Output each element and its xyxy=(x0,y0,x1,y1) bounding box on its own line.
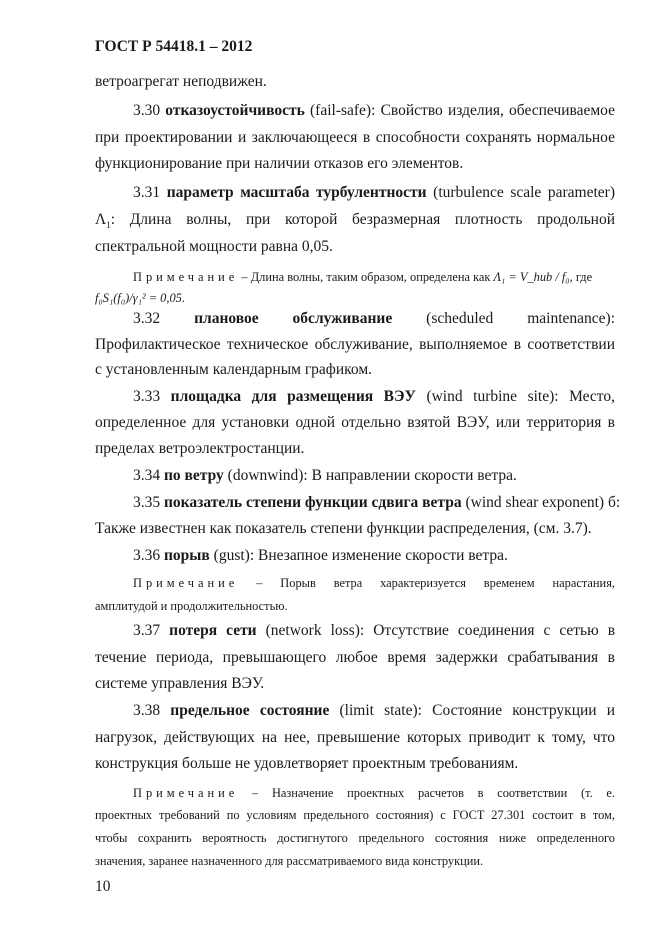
term-3-38: 3.38 предельное состояние (limit state): Состояние конструкции и xyxy=(133,702,616,719)
text-line: определенное для установки одной отдельно взятой ВЭУ, или территория в xyxy=(95,414,615,431)
text-line: проектных требований по условиям предельного состояния) с ГОСТ 27.301 состоит в том, xyxy=(95,808,615,822)
formula: Λ₁ = V_hub / f₀ xyxy=(493,270,570,284)
term-3-33: 3.33 площадка для размещения ВЭУ (wind turbine site): Место, xyxy=(133,388,616,405)
text-line: при проектировании и заключающееся в способности сохранять нормальное xyxy=(95,129,615,146)
document-header: ГОСТ Р 54418.1 – 2012 xyxy=(95,38,253,55)
term-3-36: 3.36 порыв (gust): Внезапное изменение скорости ветра. xyxy=(133,547,508,564)
page-number: 10 xyxy=(95,878,111,895)
formula: f₀S₁(f₀)/γ₁² = 0,05 xyxy=(95,291,182,305)
term-3-30: 3.30 отказоустойчивость (fail-safe): Свойство изделия, обеспечиваемое xyxy=(133,102,616,119)
note-3: Примечание – Назначение проектных расчетов в соответствии (т. е. xyxy=(133,786,615,800)
text-line: амплитудой и продолжительностью. xyxy=(95,599,288,613)
text-line: ветроагрегат неподвижен. xyxy=(95,73,267,90)
text-line: Также известнен как показатель степени функции распределения, (см. 3.7). xyxy=(95,520,592,537)
note-1-formula: f₀S₁(f₀)/γ₁² = 0,05. xyxy=(95,291,185,305)
term-3-31: 3.31 параметр масштаба турбулентности (turbulence scale parameter) xyxy=(133,184,616,201)
term-3-34: 3.34 по ветру (downwind): В направлении скорости ветра. xyxy=(133,467,517,484)
text-line: пределах ветроэлектростанции. xyxy=(95,440,305,457)
text-line: функционирование при наличии отказов его элементов. xyxy=(95,155,464,172)
text-line: Профилактическое техническое обслуживание, выполняемое в соответствии xyxy=(95,336,615,353)
term-3-37: 3.37 потеря сети (network loss): Отсутствие соединения с сетью в xyxy=(133,622,616,639)
lambda-symbol: Λ xyxy=(95,211,107,228)
note-1: Примечание – Длина волны, таким образом, определена как Λ₁ = V_hub / f₀, где xyxy=(133,270,593,284)
text-line: с установленным календарным графиком. xyxy=(95,361,373,378)
term-3-35: 3.35 показатель степени функции сдвига ветра (wind shear exponent) б: xyxy=(133,494,621,511)
term-3-32: 3.32 плановое обслуживание (scheduled maintenance): xyxy=(133,310,616,327)
text-line: спектральной мощности равна 0,05. xyxy=(95,238,333,255)
text-line: значения, заранее назначенного для рассматриваемого вида конструкции. xyxy=(95,854,484,868)
text-line: нагрузок, действующих на нее, превышение которых приводит к тому, что xyxy=(95,729,615,746)
text-line: чтобы сохранить вероятность достигнутого предельного состояния ниже определенного xyxy=(95,831,615,845)
text-line: системе управления ВЭУ. xyxy=(95,675,265,692)
text-line: конструкция больше не удовлетворяет проектным требованиям. xyxy=(95,755,519,772)
note-2: Примечание – Порыв ветра характеризуется временем нарастания, xyxy=(133,576,615,590)
shear-exponent-symbol: б xyxy=(607,494,616,511)
text-line: течение периода, превышающего любое время задержки срабатывания в xyxy=(95,649,615,666)
text-line: $\Lambda_1$: Длина волны, при которой безразмерная плотность продольной xyxy=(95,211,615,231)
